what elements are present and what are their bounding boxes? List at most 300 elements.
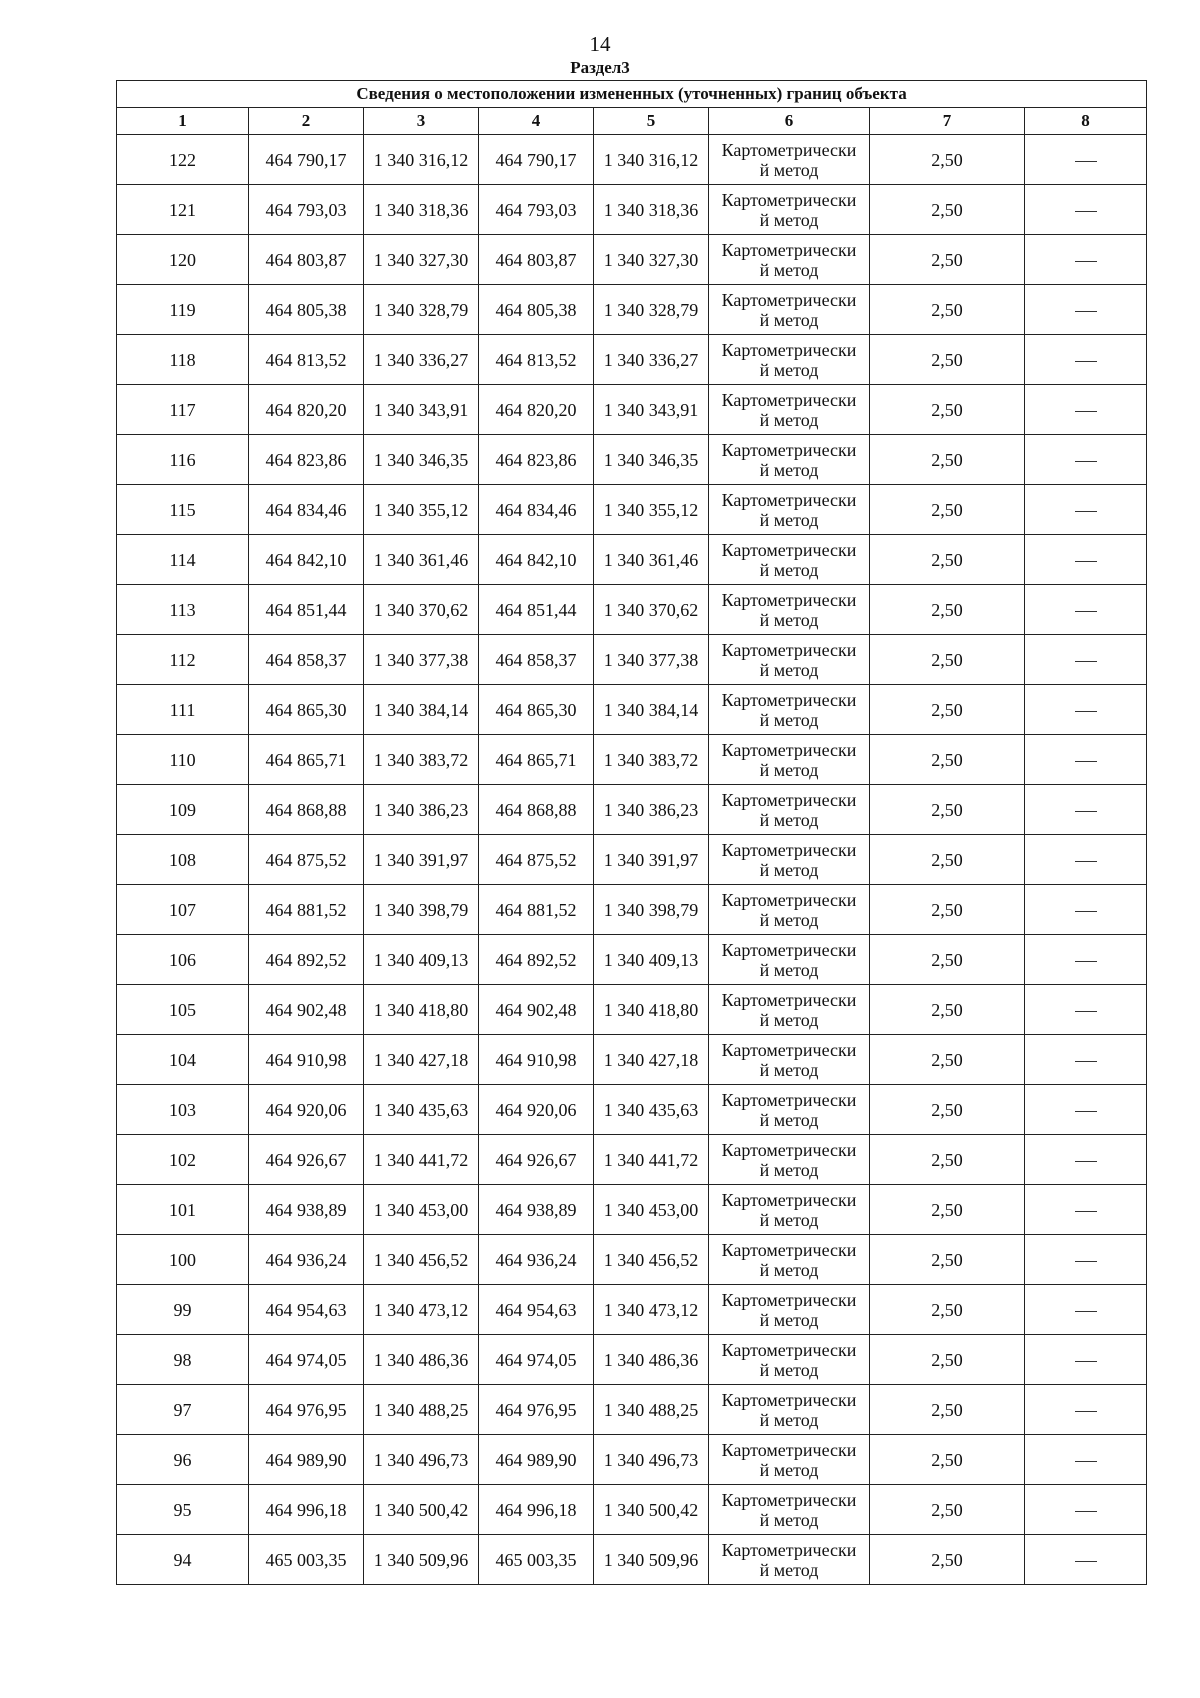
accuracy-cell: 2,50 bbox=[870, 535, 1025, 585]
method-line-2: й метод bbox=[759, 159, 819, 180]
table-row bbox=[117, 735, 1147, 785]
method-line-2: й метод bbox=[759, 309, 819, 330]
table-body bbox=[117, 135, 1147, 1585]
method-cell bbox=[709, 1085, 870, 1135]
x-new-cell: 464 851,44 bbox=[479, 585, 594, 635]
x-new-cell: 464 976,95 bbox=[479, 1385, 594, 1435]
empty-value-cell bbox=[1025, 1335, 1147, 1385]
x-old-cell: 464 868,88 bbox=[249, 785, 364, 835]
accuracy-cell: 2,50 bbox=[870, 635, 1025, 685]
coordinates-table bbox=[116, 80, 1147, 1585]
x-old-cell: 464 938,89 bbox=[249, 1185, 364, 1235]
table-row bbox=[117, 235, 1147, 285]
empty-value-cell bbox=[1025, 685, 1147, 735]
y-new-cell: 1 340 398,79 bbox=[594, 885, 709, 935]
table-row bbox=[117, 785, 1147, 835]
method-line-1: Картометрически bbox=[721, 189, 857, 210]
method-cell bbox=[709, 285, 870, 335]
y-old-cell: 1 340 473,12 bbox=[364, 1285, 479, 1335]
point-number-cell: 118 bbox=[117, 335, 249, 385]
method-line-1: Картометрически bbox=[721, 1489, 857, 1510]
method-cell bbox=[709, 1535, 870, 1585]
x-new-cell: 464 881,52 bbox=[479, 885, 594, 935]
dash-icon bbox=[1075, 1311, 1097, 1312]
table-row bbox=[117, 1435, 1147, 1485]
column-header: 1 bbox=[117, 108, 249, 135]
method-cell bbox=[709, 1335, 870, 1385]
dash-icon bbox=[1075, 211, 1097, 212]
x-old-cell: 464 910,98 bbox=[249, 1035, 364, 1085]
dash-icon bbox=[1075, 1061, 1097, 1062]
point-number-cell: 111 bbox=[117, 685, 249, 735]
x-new-cell: 464 954,63 bbox=[479, 1285, 594, 1335]
method-line-1: Картометрически bbox=[721, 1439, 857, 1460]
table-row bbox=[117, 435, 1147, 485]
method-cell bbox=[709, 1235, 870, 1285]
method-line-2: й метод bbox=[759, 859, 819, 880]
column-header: 4 bbox=[479, 108, 594, 135]
method-line-1: Картометрически bbox=[721, 1139, 857, 1160]
column-header: 2 bbox=[249, 108, 364, 135]
point-number-cell: 108 bbox=[117, 835, 249, 885]
method-line-2: й метод bbox=[759, 1559, 819, 1580]
method-line-1: Картометрически bbox=[721, 539, 857, 560]
method-cell bbox=[709, 435, 870, 485]
y-new-cell: 1 340 361,46 bbox=[594, 535, 709, 585]
dash-icon bbox=[1075, 1211, 1097, 1212]
method-line-1: Картометрически bbox=[721, 639, 857, 660]
method-line-2: й метод bbox=[759, 759, 819, 780]
accuracy-cell: 2,50 bbox=[870, 185, 1025, 235]
method-cell bbox=[709, 1435, 870, 1485]
x-old-cell: 464 926,67 bbox=[249, 1135, 364, 1185]
point-number-cell: 119 bbox=[117, 285, 249, 335]
y-new-cell: 1 340 370,62 bbox=[594, 585, 709, 635]
x-new-cell: 465 003,35 bbox=[479, 1535, 594, 1585]
method-cell bbox=[709, 1135, 870, 1185]
y-new-cell: 1 340 500,42 bbox=[594, 1485, 709, 1535]
method-line-1: Картометрически bbox=[721, 1389, 857, 1410]
x-new-cell: 464 865,30 bbox=[479, 685, 594, 735]
dash-icon bbox=[1075, 1561, 1097, 1562]
method-line-2: й метод bbox=[759, 359, 819, 380]
empty-value-cell bbox=[1025, 785, 1147, 835]
y-new-cell: 1 340 316,12 bbox=[594, 135, 709, 185]
y-new-cell: 1 340 355,12 bbox=[594, 485, 709, 535]
column-header: 8 bbox=[1025, 108, 1147, 135]
dash-icon bbox=[1075, 461, 1097, 462]
dash-icon bbox=[1075, 611, 1097, 612]
dash-icon bbox=[1075, 811, 1097, 812]
table-row bbox=[117, 1085, 1147, 1135]
x-new-cell: 464 820,20 bbox=[479, 385, 594, 435]
point-number-cell: 110 bbox=[117, 735, 249, 785]
section-title: Раздел3 bbox=[570, 58, 630, 77]
method-line-1: Картометрически bbox=[721, 139, 857, 160]
table-row bbox=[117, 1285, 1147, 1335]
point-number-cell: 101 bbox=[117, 1185, 249, 1235]
x-old-cell: 464 805,38 bbox=[249, 285, 364, 335]
method-cell bbox=[709, 885, 870, 935]
x-new-cell: 464 865,71 bbox=[479, 735, 594, 785]
accuracy-cell: 2,50 bbox=[870, 1085, 1025, 1135]
point-number-cell: 106 bbox=[117, 935, 249, 985]
table-row bbox=[117, 285, 1147, 335]
table-row bbox=[117, 1035, 1147, 1085]
empty-value-cell bbox=[1025, 385, 1147, 435]
y-new-cell: 1 340 383,72 bbox=[594, 735, 709, 785]
x-old-cell: 464 996,18 bbox=[249, 1485, 364, 1535]
table-row bbox=[117, 385, 1147, 435]
x-old-cell: 464 892,52 bbox=[249, 935, 364, 985]
empty-value-cell bbox=[1025, 1435, 1147, 1485]
y-old-cell: 1 340 370,62 bbox=[364, 585, 479, 635]
empty-value-cell bbox=[1025, 935, 1147, 985]
accuracy-cell: 2,50 bbox=[870, 985, 1025, 1035]
y-new-cell: 1 340 453,00 bbox=[594, 1185, 709, 1235]
dash-icon bbox=[1075, 1111, 1097, 1112]
empty-value-cell bbox=[1025, 1085, 1147, 1135]
x-old-cell: 465 003,35 bbox=[249, 1535, 364, 1585]
column-header: 7 bbox=[870, 108, 1025, 135]
method-cell bbox=[709, 835, 870, 885]
method-line-2: й метод bbox=[759, 909, 819, 930]
x-new-cell: 464 974,05 bbox=[479, 1335, 594, 1385]
x-new-cell: 464 858,37 bbox=[479, 635, 594, 685]
method-line-1: Картометрически bbox=[721, 789, 857, 810]
y-old-cell: 1 340 418,80 bbox=[364, 985, 479, 1035]
y-new-cell: 1 340 409,13 bbox=[594, 935, 709, 985]
empty-value-cell bbox=[1025, 535, 1147, 585]
accuracy-cell: 2,50 bbox=[870, 935, 1025, 985]
point-number-cell: 104 bbox=[117, 1035, 249, 1085]
dash-icon bbox=[1075, 511, 1097, 512]
dash-icon bbox=[1075, 1361, 1097, 1362]
y-new-cell: 1 340 509,96 bbox=[594, 1535, 709, 1585]
method-line-1: Картометрически bbox=[721, 289, 857, 310]
table-row bbox=[117, 985, 1147, 1035]
y-old-cell: 1 340 496,73 bbox=[364, 1435, 479, 1485]
y-new-cell: 1 340 435,63 bbox=[594, 1085, 709, 1135]
x-old-cell: 464 858,37 bbox=[249, 635, 364, 685]
x-old-cell: 464 875,52 bbox=[249, 835, 364, 885]
x-old-cell: 464 813,52 bbox=[249, 335, 364, 385]
empty-value-cell bbox=[1025, 985, 1147, 1035]
method-cell bbox=[709, 235, 870, 285]
empty-value-cell bbox=[1025, 285, 1147, 335]
empty-value-cell bbox=[1025, 185, 1147, 235]
method-line-2: й метод bbox=[759, 1109, 819, 1130]
method-cell bbox=[709, 785, 870, 835]
x-new-cell: 464 842,10 bbox=[479, 535, 594, 585]
x-old-cell: 464 920,06 bbox=[249, 1085, 364, 1135]
point-number-cell: 95 bbox=[117, 1485, 249, 1535]
y-new-cell: 1 340 456,52 bbox=[594, 1235, 709, 1285]
table-row bbox=[117, 335, 1147, 385]
x-old-cell: 464 936,24 bbox=[249, 1235, 364, 1285]
x-old-cell: 464 865,30 bbox=[249, 685, 364, 735]
y-old-cell: 1 340 391,97 bbox=[364, 835, 479, 885]
y-old-cell: 1 340 343,91 bbox=[364, 385, 479, 435]
table-row bbox=[117, 885, 1147, 935]
dash-icon bbox=[1075, 711, 1097, 712]
accuracy-cell: 2,50 bbox=[870, 1435, 1025, 1485]
column-header: 6 bbox=[709, 108, 870, 135]
y-old-cell: 1 340 316,12 bbox=[364, 135, 479, 185]
y-old-cell: 1 340 409,13 bbox=[364, 935, 479, 985]
table-row bbox=[117, 1135, 1147, 1185]
method-cell bbox=[709, 1185, 870, 1235]
table-caption: Сведения о местоположении измененных (уточненных) границ объекта bbox=[117, 81, 1147, 108]
table-row bbox=[117, 1485, 1147, 1535]
point-number-cell: 109 bbox=[117, 785, 249, 835]
method-line-1: Картометрически bbox=[721, 1239, 857, 1260]
y-old-cell: 1 340 509,96 bbox=[364, 1535, 479, 1585]
empty-value-cell bbox=[1025, 1385, 1147, 1435]
x-new-cell: 464 920,06 bbox=[479, 1085, 594, 1135]
y-new-cell: 1 340 418,80 bbox=[594, 985, 709, 1035]
x-old-cell: 464 974,05 bbox=[249, 1335, 364, 1385]
dash-icon bbox=[1075, 311, 1097, 312]
dash-icon bbox=[1075, 411, 1097, 412]
empty-value-cell bbox=[1025, 1235, 1147, 1285]
x-old-cell: 464 823,86 bbox=[249, 435, 364, 485]
point-number-cell: 122 bbox=[117, 135, 249, 185]
accuracy-cell: 2,50 bbox=[870, 435, 1025, 485]
method-cell bbox=[709, 185, 870, 235]
x-old-cell: 464 902,48 bbox=[249, 985, 364, 1035]
dash-icon bbox=[1075, 661, 1097, 662]
table-row bbox=[117, 185, 1147, 235]
method-line-2: й метод bbox=[759, 559, 819, 580]
method-line-1: Картометрически bbox=[721, 1289, 857, 1310]
accuracy-cell: 2,50 bbox=[870, 285, 1025, 335]
y-new-cell: 1 340 327,30 bbox=[594, 235, 709, 285]
y-new-cell: 1 340 336,27 bbox=[594, 335, 709, 385]
empty-value-cell bbox=[1025, 1135, 1147, 1185]
method-cell bbox=[709, 335, 870, 385]
y-old-cell: 1 340 427,18 bbox=[364, 1035, 479, 1085]
empty-value-cell bbox=[1025, 1285, 1147, 1335]
empty-value-cell bbox=[1025, 135, 1147, 185]
method-cell bbox=[709, 535, 870, 585]
dash-icon bbox=[1075, 1411, 1097, 1412]
point-number-cell: 100 bbox=[117, 1235, 249, 1285]
dash-icon bbox=[1075, 961, 1097, 962]
accuracy-cell: 2,50 bbox=[870, 485, 1025, 535]
x-new-cell: 464 875,52 bbox=[479, 835, 594, 885]
accuracy-cell: 2,50 bbox=[870, 885, 1025, 935]
point-number-cell: 115 bbox=[117, 485, 249, 535]
x-old-cell: 464 865,71 bbox=[249, 735, 364, 785]
method-line-1: Картометрически bbox=[721, 1189, 857, 1210]
table-row bbox=[117, 485, 1147, 535]
method-line-2: й метод bbox=[759, 1059, 819, 1080]
point-number-cell: 112 bbox=[117, 635, 249, 685]
page-number: 14 bbox=[589, 32, 611, 56]
method-line-1: Картометрически bbox=[721, 939, 857, 960]
x-old-cell: 464 834,46 bbox=[249, 485, 364, 535]
empty-value-cell bbox=[1025, 1185, 1147, 1235]
table-row bbox=[117, 585, 1147, 635]
x-old-cell: 464 803,87 bbox=[249, 235, 364, 285]
dash-icon bbox=[1075, 1011, 1097, 1012]
method-line-1: Картометрически bbox=[721, 989, 857, 1010]
y-new-cell: 1 340 346,35 bbox=[594, 435, 709, 485]
table-row bbox=[117, 1235, 1147, 1285]
table-row bbox=[117, 635, 1147, 685]
empty-value-cell bbox=[1025, 735, 1147, 785]
point-number-cell: 114 bbox=[117, 535, 249, 585]
y-old-cell: 1 340 361,46 bbox=[364, 535, 479, 585]
method-line-2: й метод bbox=[759, 1009, 819, 1030]
y-old-cell: 1 340 488,25 bbox=[364, 1385, 479, 1435]
y-new-cell: 1 340 377,38 bbox=[594, 635, 709, 685]
y-old-cell: 1 340 346,35 bbox=[364, 435, 479, 485]
point-number-cell: 113 bbox=[117, 585, 249, 635]
y-new-cell: 1 340 343,91 bbox=[594, 385, 709, 435]
method-cell bbox=[709, 1285, 870, 1335]
x-new-cell: 464 803,87 bbox=[479, 235, 594, 285]
dash-icon bbox=[1075, 161, 1097, 162]
method-line-2: й метод bbox=[759, 659, 819, 680]
method-line-2: й метод bbox=[759, 509, 819, 530]
dash-icon bbox=[1075, 911, 1097, 912]
method-cell bbox=[709, 985, 870, 1035]
empty-value-cell bbox=[1025, 235, 1147, 285]
point-number-cell: 102 bbox=[117, 1135, 249, 1185]
method-line-1: Картометрически bbox=[721, 339, 857, 360]
method-cell bbox=[709, 935, 870, 985]
method-line-1: Картометрически bbox=[721, 889, 857, 910]
method-line-1: Картометрически bbox=[721, 439, 857, 460]
y-old-cell: 1 340 384,14 bbox=[364, 685, 479, 735]
y-new-cell: 1 340 386,23 bbox=[594, 785, 709, 835]
x-old-cell: 464 954,63 bbox=[249, 1285, 364, 1335]
accuracy-cell: 2,50 bbox=[870, 785, 1025, 835]
x-new-cell: 464 868,88 bbox=[479, 785, 594, 835]
x-new-cell: 464 793,03 bbox=[479, 185, 594, 235]
y-old-cell: 1 340 456,52 bbox=[364, 1235, 479, 1285]
x-new-cell: 464 892,52 bbox=[479, 935, 594, 985]
method-cell bbox=[709, 485, 870, 535]
point-number-cell: 94 bbox=[117, 1535, 249, 1585]
empty-value-cell bbox=[1025, 485, 1147, 535]
x-old-cell: 464 989,90 bbox=[249, 1435, 364, 1485]
table-row bbox=[117, 835, 1147, 885]
x-old-cell: 464 881,52 bbox=[249, 885, 364, 935]
method-line-1: Картометрически bbox=[721, 689, 857, 710]
empty-value-cell bbox=[1025, 585, 1147, 635]
dash-icon bbox=[1075, 561, 1097, 562]
point-number-cell: 121 bbox=[117, 185, 249, 235]
x-new-cell: 464 910,98 bbox=[479, 1035, 594, 1085]
y-new-cell: 1 340 328,79 bbox=[594, 285, 709, 335]
y-new-cell: 1 340 441,72 bbox=[594, 1135, 709, 1185]
y-old-cell: 1 340 486,36 bbox=[364, 1335, 479, 1385]
method-cell bbox=[709, 685, 870, 735]
empty-value-cell bbox=[1025, 1485, 1147, 1535]
accuracy-cell: 2,50 bbox=[870, 1035, 1025, 1085]
y-new-cell: 1 340 318,36 bbox=[594, 185, 709, 235]
method-cell bbox=[709, 1035, 870, 1085]
method-cell bbox=[709, 1385, 870, 1435]
method-line-1: Картометрически bbox=[721, 839, 857, 860]
point-number-cell: 103 bbox=[117, 1085, 249, 1135]
y-old-cell: 1 340 453,00 bbox=[364, 1185, 479, 1235]
y-old-cell: 1 340 327,30 bbox=[364, 235, 479, 285]
empty-value-cell bbox=[1025, 1535, 1147, 1585]
y-old-cell: 1 340 328,79 bbox=[364, 285, 479, 335]
table-row bbox=[117, 135, 1147, 185]
empty-value-cell bbox=[1025, 885, 1147, 935]
method-line-1: Картометрически bbox=[721, 389, 857, 410]
table-row bbox=[117, 1535, 1147, 1585]
x-old-cell: 464 842,10 bbox=[249, 535, 364, 585]
accuracy-cell: 2,50 bbox=[870, 1535, 1025, 1585]
method-line-1: Картометрически bbox=[721, 239, 857, 260]
dash-icon bbox=[1075, 361, 1097, 362]
method-cell bbox=[709, 735, 870, 785]
y-new-cell: 1 340 496,73 bbox=[594, 1435, 709, 1485]
column-header: 5 bbox=[594, 108, 709, 135]
y-old-cell: 1 340 377,38 bbox=[364, 635, 479, 685]
dash-icon bbox=[1075, 1511, 1097, 1512]
x-new-cell: 464 834,46 bbox=[479, 485, 594, 535]
table-row bbox=[117, 1385, 1147, 1435]
accuracy-cell: 2,50 bbox=[870, 1285, 1025, 1335]
x-new-cell: 464 938,89 bbox=[479, 1185, 594, 1235]
method-line-1: Картометрически bbox=[721, 489, 857, 510]
table-row bbox=[117, 685, 1147, 735]
accuracy-cell: 2,50 bbox=[870, 685, 1025, 735]
table-row bbox=[117, 935, 1147, 985]
method-cell bbox=[709, 585, 870, 635]
accuracy-cell: 2,50 bbox=[870, 1385, 1025, 1435]
method-line-1: Картометрически bbox=[721, 589, 857, 610]
dash-icon bbox=[1075, 261, 1097, 262]
y-new-cell: 1 340 427,18 bbox=[594, 1035, 709, 1085]
accuracy-cell: 2,50 bbox=[870, 835, 1025, 885]
method-line-2: й метод bbox=[759, 1409, 819, 1430]
dash-icon bbox=[1075, 861, 1097, 862]
method-cell bbox=[709, 1485, 870, 1535]
x-old-cell: 464 820,20 bbox=[249, 385, 364, 435]
y-old-cell: 1 340 318,36 bbox=[364, 185, 479, 235]
table-caption-row bbox=[117, 81, 1147, 108]
y-new-cell: 1 340 391,97 bbox=[594, 835, 709, 885]
method-line-1: Картометрически bbox=[721, 1089, 857, 1110]
empty-value-cell bbox=[1025, 335, 1147, 385]
method-line-1: Картометрически bbox=[721, 1539, 857, 1560]
method-line-2: й метод bbox=[759, 1509, 819, 1530]
point-number-cell: 99 bbox=[117, 1285, 249, 1335]
point-number-cell: 117 bbox=[117, 385, 249, 435]
point-number-cell: 96 bbox=[117, 1435, 249, 1485]
empty-value-cell bbox=[1025, 1035, 1147, 1085]
y-old-cell: 1 340 383,72 bbox=[364, 735, 479, 785]
method-line-2: й метод bbox=[759, 1359, 819, 1380]
method-line-2: й метод bbox=[759, 1309, 819, 1330]
x-new-cell: 464 989,90 bbox=[479, 1435, 594, 1485]
x-new-cell: 464 790,17 bbox=[479, 135, 594, 185]
column-header: 3 bbox=[364, 108, 479, 135]
method-cell bbox=[709, 635, 870, 685]
y-old-cell: 1 340 435,63 bbox=[364, 1085, 479, 1135]
y-old-cell: 1 340 355,12 bbox=[364, 485, 479, 535]
accuracy-cell: 2,50 bbox=[870, 735, 1025, 785]
y-old-cell: 1 340 336,27 bbox=[364, 335, 479, 385]
